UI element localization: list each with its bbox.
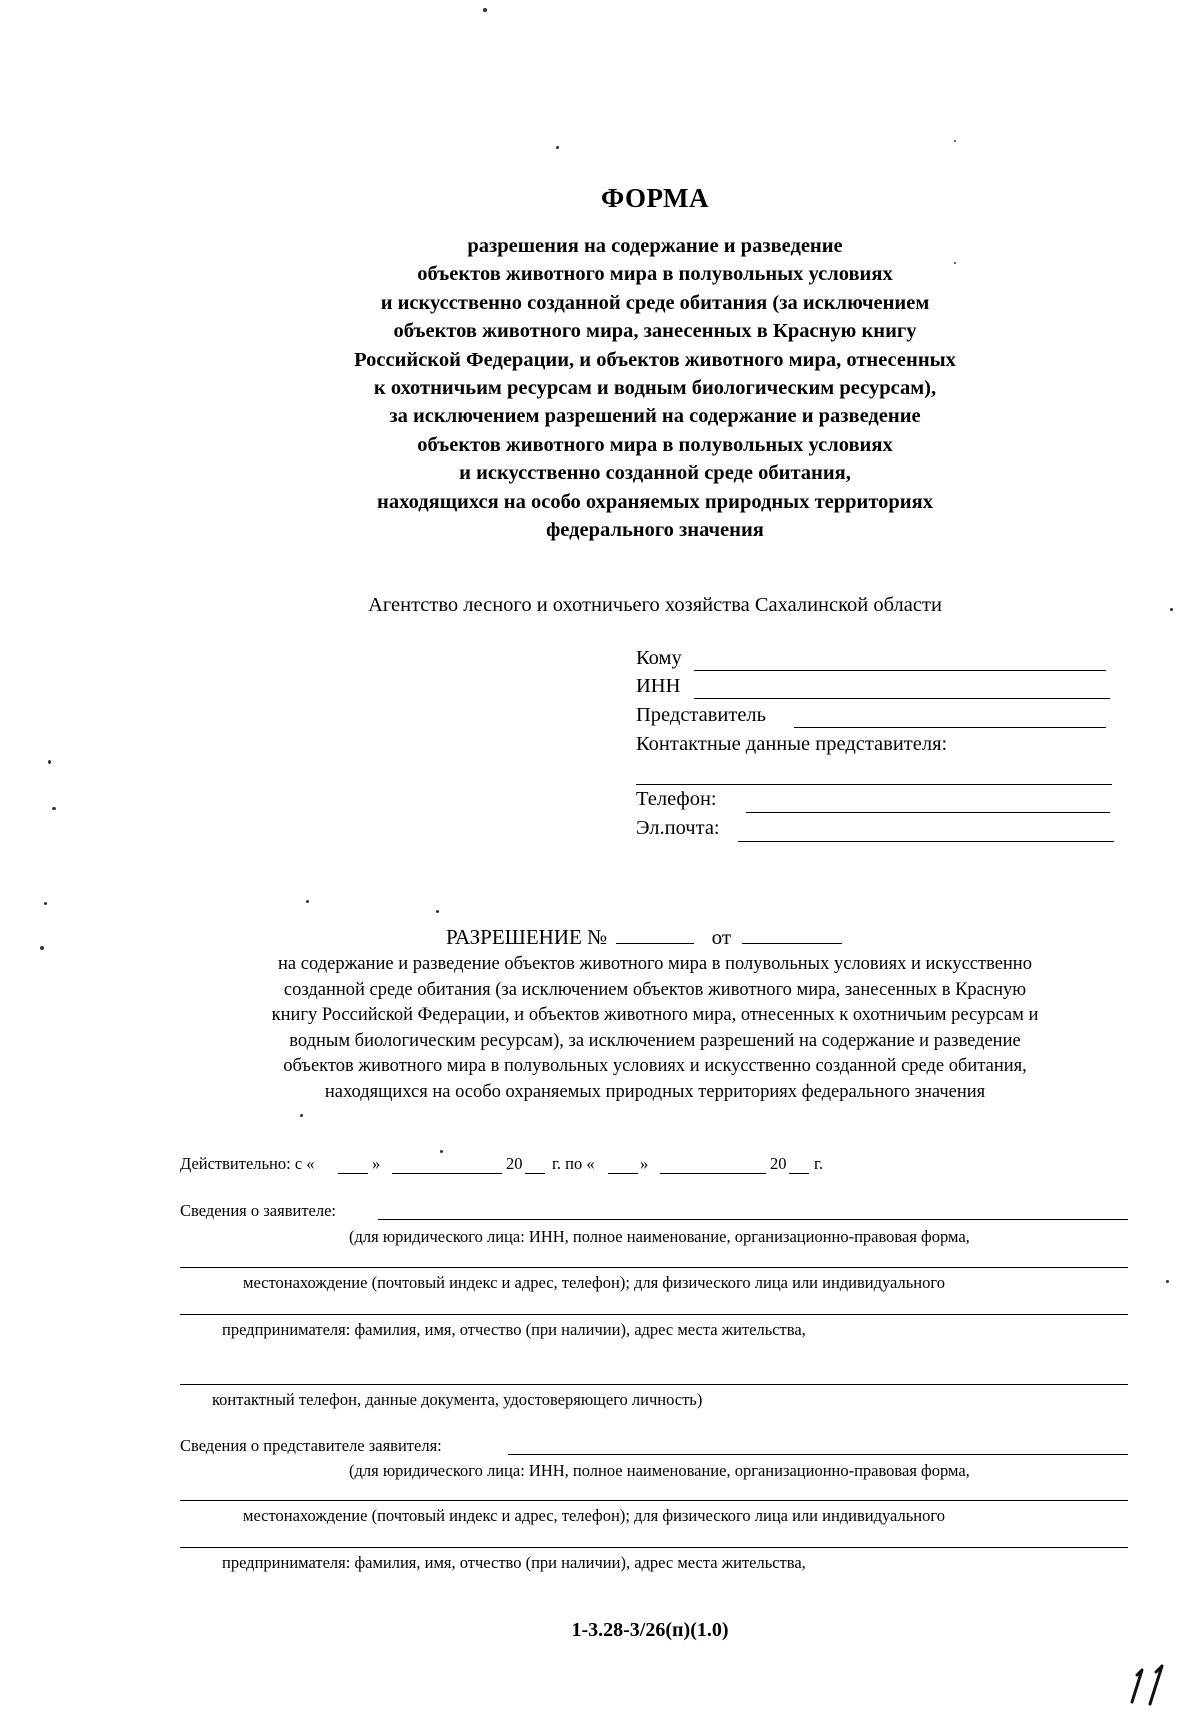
email-field[interactable] — [738, 841, 1114, 842]
permit-body-line: книгу Российской Федерации, и объектов животного мира, отнесенных к охотничьим ресурсам и — [271, 1005, 1039, 1026]
representative-hint-1: (для юридического лица: ИНН, полное наименование, организационно-правовая форма, — [349, 1461, 970, 1480]
validity-year-1: 20 — [506, 1154, 523, 1173]
scan-speck — [483, 8, 487, 12]
form-subtitle-line: объектов животного мира в полувольных условиях — [417, 263, 893, 286]
scan-speck — [44, 902, 47, 905]
applicant-label: Сведения о заявителе: — [180, 1201, 337, 1220]
representative-hint-3: предпринимателя: фамилия, имя, отчество (при наличии), адрес места жительства, — [222, 1553, 806, 1572]
representative-info-field-1[interactable] — [508, 1454, 1128, 1455]
applicant-hint-2: местонахождение (почтовый индекс и адрес, телефон); для физического лица или индивидуального — [243, 1273, 945, 1292]
applicant-field-2[interactable] — [180, 1267, 1128, 1268]
validity-quote-close-1: » — [372, 1154, 381, 1173]
validity-to-label: г. по « — [552, 1154, 595, 1173]
scan-speck — [1170, 608, 1173, 611]
permit-body-line: объектов животного мира в полувольных условиях и искусственно созданной среде обитания, — [283, 1056, 1027, 1077]
form-subtitle — [250, 232, 1060, 544]
validity-year-2: 20 — [770, 1154, 787, 1173]
validity-month-to-field[interactable] — [660, 1173, 766, 1174]
form-subtitle-line: объектов животного мира, занесенных в Красную книгу — [393, 320, 917, 343]
inn-label: ИНН — [636, 675, 681, 697]
to-label: Кому — [636, 647, 682, 669]
agency-name: Агентство лесного и охотничьего хозяйства Сахалинской области — [368, 594, 942, 616]
permit-title-prefix: РАЗРЕШЕНИЕ № — [446, 925, 608, 949]
scan-speck — [954, 140, 956, 142]
scan-speck — [300, 1114, 303, 1117]
representative-info-field-2[interactable] — [180, 1500, 1128, 1501]
scan-speck — [440, 1150, 443, 1153]
to-field[interactable] — [694, 670, 1106, 671]
form-title: ФОРМА — [601, 183, 709, 213]
applicant-field-4[interactable] — [180, 1384, 1128, 1385]
phone-field[interactable] — [746, 812, 1110, 813]
phone-label: Телефон: — [636, 788, 717, 810]
validity-year-suffix: г. — [814, 1154, 824, 1173]
scan-speck — [52, 807, 56, 810]
permit-number-field[interactable] — [616, 925, 694, 944]
representative-info-field-3[interactable] — [180, 1547, 1128, 1548]
validity-month-from-field[interactable] — [392, 1173, 502, 1174]
form-subtitle-line: находящихся на особо охраняемых природных территориях — [377, 490, 933, 513]
applicant-hint-4: контактный телефон, данные документа, удостоверяющего личность) — [212, 1390, 703, 1409]
email-label: Эл.почта: — [636, 817, 720, 839]
representative-info-label: Сведения о представителе заявителя: — [180, 1436, 442, 1455]
permit-date-field[interactable] — [742, 925, 842, 944]
form-subtitle-line: федерального значения — [546, 519, 764, 542]
form-subtitle-line: разрешения на содержание и разведение — [467, 235, 843, 257]
validity-label: Действительно: с « — [180, 1154, 315, 1173]
form-subtitle-line: и искусственно созданной среде обитания, — [459, 462, 851, 485]
representative-hint-2: местонахождение (почтовый индекс и адрес, телефон); для физического лица или индивидуального — [243, 1506, 945, 1525]
permit-body-line: находящихся на особо охраняемых природных территориях федерального значения — [324, 1081, 986, 1102]
scan-speck — [48, 760, 51, 764]
validity-day-to-field[interactable] — [608, 1173, 638, 1174]
permit-body-line: водным биологическим ресурсам), за исключением разрешений на содержание и разведение — [289, 1030, 1021, 1051]
applicant-hint-1: (для юридического лица: ИНН, полное наименование, организационно-правовая форма, — [349, 1227, 970, 1246]
scan-speck — [954, 262, 956, 264]
scan-speck — [1166, 1280, 1169, 1283]
form-subtitle-line: Российской Федерации, и объектов животного мира, отнесенных — [354, 348, 956, 371]
scan-speck — [306, 900, 309, 903]
validity-year-from-field[interactable] — [525, 1173, 545, 1174]
validity-day-from-field[interactable] — [338, 1173, 368, 1174]
representative-label: Представитель — [636, 704, 767, 726]
permit-body-line: созданной среде обитания (за исключением объектов животного мира, занесенных в Красную — [283, 979, 1027, 1000]
form-subtitle-line: и искусственно созданной среде обитания (за исключением — [380, 291, 930, 314]
scan-speck — [40, 946, 44, 950]
permit-body — [180, 952, 1130, 1106]
applicant-hint-3: предпринимателя: фамилия, имя, отчество (при наличии), адрес места жительства, — [222, 1320, 806, 1339]
form-code: 1-3.28-3/26(п)(1.0) — [571, 1619, 729, 1641]
contact-label: Контактные данные представителя: — [636, 733, 948, 755]
handwritten-page-number — [1128, 1662, 1186, 1708]
permit-title — [446, 925, 842, 950]
validity-quote-close-2: » — [640, 1154, 649, 1173]
form-subtitle-line: за исключением разрешений на содержание и разведение — [389, 405, 921, 428]
representative-field[interactable] — [794, 727, 1106, 728]
applicant-field-1[interactable] — [378, 1219, 1128, 1220]
scan-speck — [436, 910, 439, 913]
permit-body-line: на содержание и разведение объектов животного мира в полувольных условиях и искусственно — [278, 954, 1032, 974]
permit-from-label: от — [711, 925, 732, 949]
contact-field[interactable] — [636, 784, 1112, 785]
inn-field[interactable] — [694, 698, 1110, 699]
applicant-field-3[interactable] — [180, 1314, 1128, 1315]
form-subtitle-line: к охотничьим ресурсам и водным биологическим ресурсам), — [373, 377, 937, 400]
validity-year-to-field[interactable] — [789, 1173, 809, 1174]
form-subtitle-line: объектов животного мира в полувольных условиях — [417, 433, 893, 456]
scan-speck — [556, 146, 559, 149]
